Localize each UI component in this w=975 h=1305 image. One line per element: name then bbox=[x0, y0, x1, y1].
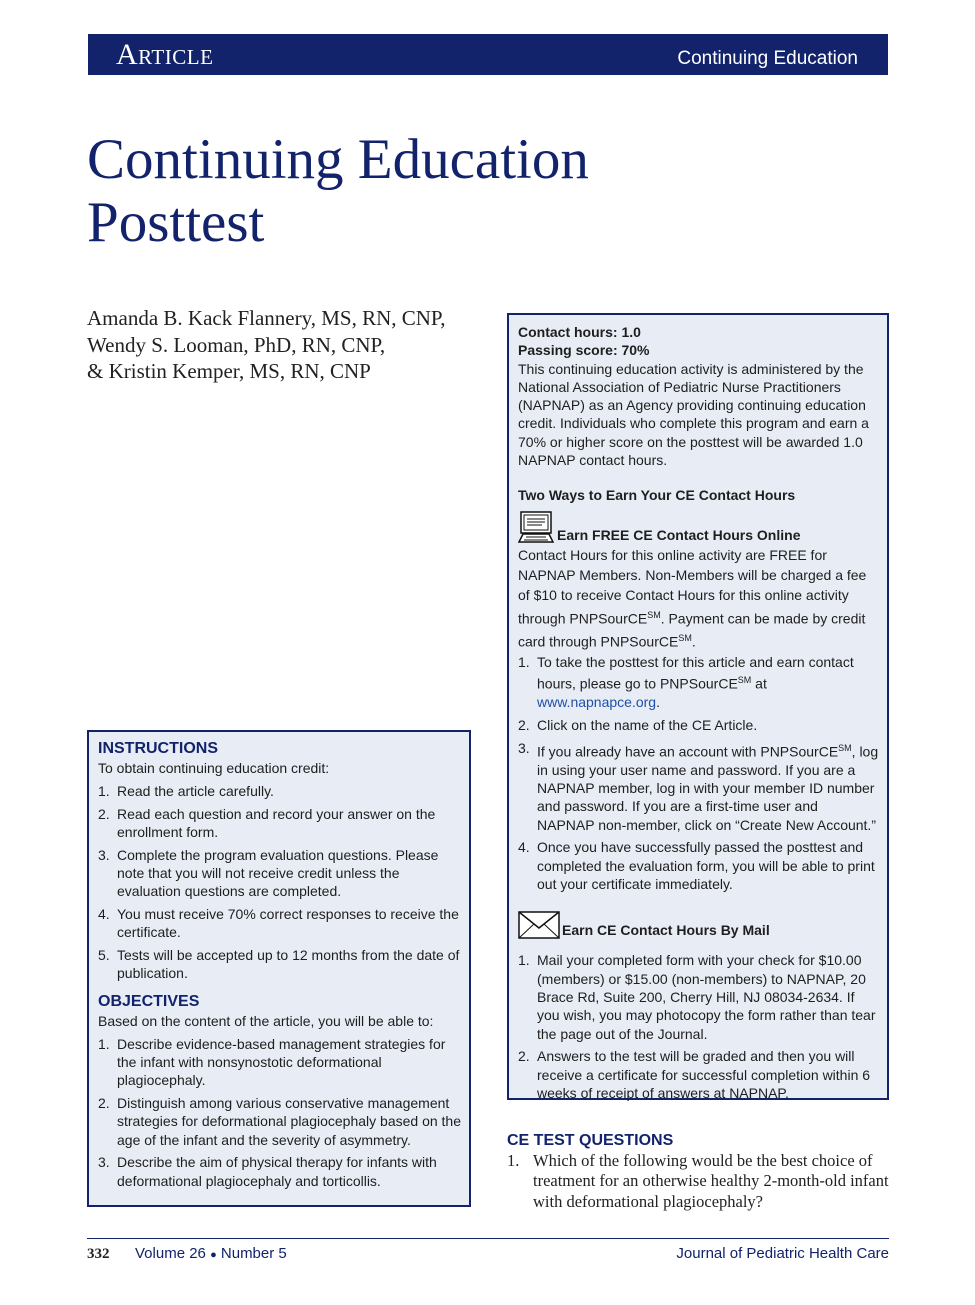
list-item: 1. Describe evidence-based management strategies for the infant with nonsynostotic deformational plagiocephaly. bbox=[98, 1035, 446, 1089]
online-heading-row bbox=[518, 511, 879, 545]
section-label: Continuing Education bbox=[677, 48, 858, 69]
online-intro: Contact Hours for this online activity are FREE for NAPNAP Members. Non-Members will be charged a fee of $10 to receive Contact Hours for this online activity through PNPSourCE℠. Payment can be made by credit card through PNPSourCE℠. bbox=[518, 546, 867, 650]
section-header-bar bbox=[88, 34, 888, 75]
envelope-icon bbox=[518, 911, 560, 939]
objectives-heading: OBJECTIVES bbox=[98, 992, 200, 1010]
list-item: 2. Click on the name of the CE Article. bbox=[518, 717, 758, 734]
question-number: 1. bbox=[507, 1151, 520, 1170]
list-item: 2. Answers to the test will be graded and then you will receive a certificate for successful completion within 6 weeks of receipt of answers at NAPNAP. bbox=[518, 1048, 871, 1101]
journal-name: Journal of Pediatric Health Care bbox=[676, 1245, 889, 1262]
mail-heading-row bbox=[518, 911, 879, 939]
test-question-1 bbox=[507, 1151, 889, 1212]
list-item: 4. You must receive 70% correct responses to receive the certificate. bbox=[98, 906, 459, 941]
ce-test-heading: CE TEST QUESTIONS bbox=[507, 1132, 674, 1149]
article-label: Article bbox=[116, 38, 214, 71]
author-1: Amanda B. Kack Flannery, MS, RN, CNP, bbox=[87, 306, 446, 330]
footer-divider bbox=[87, 1238, 889, 1239]
two-ways-heading: Two Ways to Earn Your CE Contact Hours bbox=[518, 487, 796, 504]
page-title bbox=[87, 128, 727, 254]
instructions-list bbox=[98, 782, 461, 983]
list-item: 3. If you already have an account with PNPSourCE℠, log in using your user name and password. If you are a NAPNAP member, log in with your member ID number and password. If you are a first-time user and NAPNAP non-member, click on “Create New Account.” bbox=[518, 739, 879, 833]
author-list bbox=[87, 305, 487, 385]
passing-score: Passing score: 70% bbox=[518, 342, 650, 359]
issue-info: Volume 26 ● Number 5 bbox=[135, 1245, 287, 1262]
list-item: 5. Tests will be accepted up to 12 months from the date of publication. bbox=[98, 947, 460, 982]
online-steps-list bbox=[518, 653, 879, 893]
page-number: 332 bbox=[87, 1246, 110, 1262]
contact-hours-info-box bbox=[507, 313, 889, 1100]
napnapce-link[interactable]: www.napnapce.org bbox=[537, 694, 657, 711]
list-item: 1. To take the posttest for this article and earn contact hours, please go to PNPSourCE℠ at www.napnapce.org. bbox=[518, 653, 854, 711]
online-heading: Earn FREE CE Contact Hours Online bbox=[557, 527, 801, 544]
activity-description: This continuing education activity is administered by the National Association of Pediatric Nurse Practitioners (NAPNAP) as an Agency providing continuing education credit. Individuals who complete this program and earn a 70% or higher score on the posttest will be awarded 1.0 NAPNAP contact hours. bbox=[518, 360, 869, 469]
list-item: 1. Read the article carefully. bbox=[98, 782, 274, 799]
list-item: 2. Read each question and record your answer on the enrollment form. bbox=[98, 805, 436, 840]
list-item: 2. Distinguish among various conservative management strategies for deformational plagiocephaly based on the age of the infant and the severity of asymmetry. bbox=[98, 1094, 461, 1148]
objectives-intro: Based on the content of the article, you will be able to: bbox=[98, 1012, 434, 1029]
question-text: Which of the following would be the best choice of treatment for an otherwise healthy 2-month-old infant with deformational plagiocephaly? bbox=[533, 1151, 889, 1211]
author-3: & Kristin Kemper, MS, RN, CNP bbox=[87, 359, 371, 383]
computer-icon bbox=[518, 511, 555, 545]
objectives-list bbox=[98, 1035, 461, 1190]
mail-steps-list bbox=[518, 951, 879, 1102]
list-item: 4. Once you have successfully passed the posttest and completed the evaluation form, you will be able to print out your certificate immediately. bbox=[518, 839, 875, 893]
instructions-intro: To obtain continuing education credit: bbox=[98, 760, 330, 776]
list-item: 3. Complete the program evaluation questions. Please note that you will not receive credit unless the evaluation questions are completed. bbox=[98, 846, 439, 900]
title-line-1: Continuing Education bbox=[87, 128, 589, 191]
title-line-2: Posttest bbox=[87, 191, 265, 254]
author-2: Wendy S. Looman, PhD, RN, CNP, bbox=[87, 332, 386, 357]
contact-hours: Contact hours: 1.0 bbox=[518, 324, 641, 340]
list-item: 3. Describe the aim of physical therapy for infants with deformational plagiocephaly and torticollis. bbox=[98, 1154, 437, 1189]
mail-heading: Earn CE Contact Hours By Mail bbox=[562, 922, 770, 939]
instructions-box bbox=[87, 730, 471, 1207]
list-item: 1. Mail your completed form with your check for $10.00 (members) or $15.00 (non-members) to NAPNAP, 20 Brace Rd, Suite 200, Cherry Hill, NJ 08034-2634. If you wish, you may photocopy the form rather than tear the page out of the Journal. bbox=[518, 952, 876, 1042]
instructions-heading: INSTRUCTIONS bbox=[98, 740, 218, 757]
